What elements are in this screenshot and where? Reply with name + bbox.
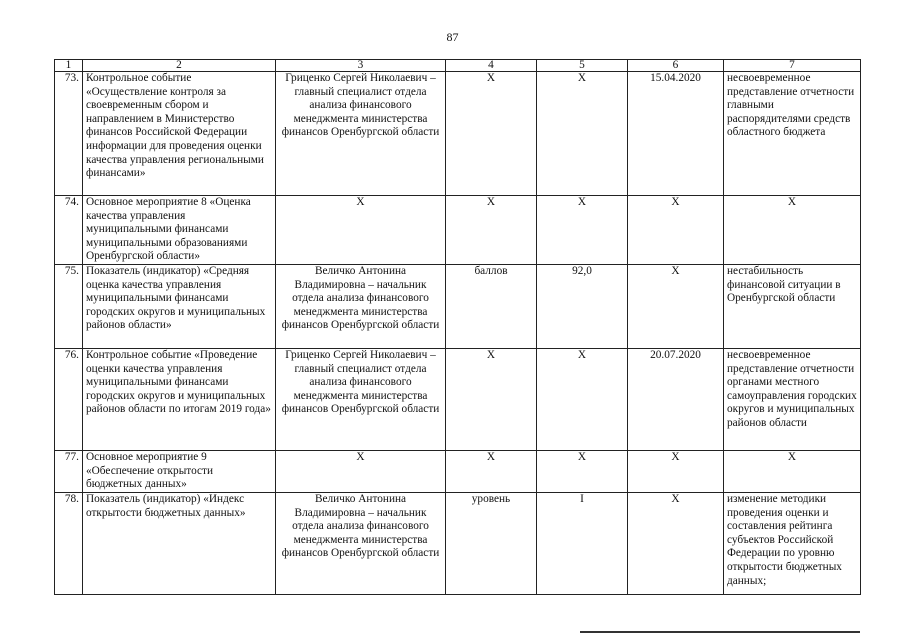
row-responsible: Величко Антонина Владимировна – начальник отдела анализа финансового менеджмента министерства финансов Оренбургской области	[276, 493, 446, 595]
header-cell: 6	[628, 60, 724, 72]
row-responsible: Х	[276, 451, 446, 493]
row-value: Х	[537, 349, 628, 451]
row-number: 76.	[55, 349, 83, 451]
page-number: 87	[446, 30, 459, 44]
row-risk: нестабильность финансовой ситуации в Оренбургской области	[724, 265, 861, 349]
row-unit: баллов	[446, 265, 537, 349]
table-row	[55, 196, 861, 265]
row-number: 73.	[55, 72, 83, 196]
row-name: Контрольное событие «Осуществление контроля за своевременным сбором и направлением в Министерство финансов Российской Федерации информации для проведения оценки качества управления региональными финансами»	[83, 72, 276, 196]
row-risk: Х	[724, 451, 861, 493]
header-cell: 2	[83, 60, 276, 72]
row-name: Показатель (индикатор) «Индекс открытости бюджетных данных»	[83, 493, 276, 595]
row-date: Х	[628, 493, 724, 595]
row-risk: Х	[724, 196, 861, 265]
header-cell: 5	[537, 60, 628, 72]
row-unit: Х	[446, 349, 537, 451]
table-header-row	[55, 60, 861, 72]
header-cell: 3	[276, 60, 446, 72]
table-row	[55, 493, 861, 595]
row-name: Контрольное событие «Проведение оценки качества управления муниципальными финансами городских округов и муниципальных районов области по итогам 2019 года»	[83, 349, 276, 451]
header-cell: 7	[724, 60, 861, 72]
row-unit: Х	[446, 451, 537, 493]
row-date: 15.04.2020	[628, 72, 724, 196]
row-responsible: Х	[276, 196, 446, 265]
table-row	[55, 451, 861, 493]
header-cell: 1	[55, 60, 83, 72]
row-unit: Х	[446, 72, 537, 196]
row-risk: изменение методики проведения оценки и составления рейтинга субъектов Российской Федерации по уровню открытости бюджетных данных;	[724, 493, 861, 595]
row-name: Основное мероприятие 8 «Оценка качества управления муниципальными финансами муниципальными образованиями Оренбургской области»	[83, 196, 276, 265]
bottom-rule	[580, 631, 860, 633]
row-value: Х	[537, 451, 628, 493]
row-responsible: Величко Антонина Владимировна – начальник отдела анализа финансового менеджмента министерства финансов Оренбургской области	[276, 265, 446, 349]
plan-table	[54, 59, 861, 595]
row-date: Х	[628, 265, 724, 349]
row-date: Х	[628, 451, 724, 493]
row-number: 78.	[55, 493, 83, 595]
row-responsible: Гриценко Сергей Николаевич – главный специалист отдела анализа финансового менеджмента министерства финансов Оренбургской области	[276, 349, 446, 451]
row-date: Х	[628, 196, 724, 265]
row-value: 92,0	[537, 265, 628, 349]
row-name: Основное мероприятие 9 «Обеспечение открытости бюджетных данных»	[83, 451, 276, 493]
row-unit: Х	[446, 196, 537, 265]
row-name: Показатель (индикатор) «Средняя оценка качества управления муниципальными финансами городских округов и муниципальных районов области»	[83, 265, 276, 349]
row-value: I	[537, 493, 628, 595]
header-cell: 4	[446, 60, 537, 72]
row-unit: уровень	[446, 493, 537, 595]
row-number: 75.	[55, 265, 83, 349]
row-risk: несвоевременное представление отчетности главными распорядителями средств областного бюджета	[724, 72, 861, 196]
row-number: 74.	[55, 196, 83, 265]
row-number: 77.	[55, 451, 83, 493]
row-responsible: Гриценко Сергей Николаевич – главный специалист отдела анализа финансового менеджмента министерства финансов Оренбургской области	[276, 72, 446, 196]
row-value: Х	[537, 72, 628, 196]
table-row	[55, 72, 861, 196]
table-row	[55, 349, 861, 451]
row-date: 20.07.2020	[628, 349, 724, 451]
row-risk: несвоевременное представление отчетности органами местного самоуправления городских округов и муниципальных районов области	[724, 349, 861, 451]
row-value: Х	[537, 196, 628, 265]
table-row	[55, 265, 861, 349]
